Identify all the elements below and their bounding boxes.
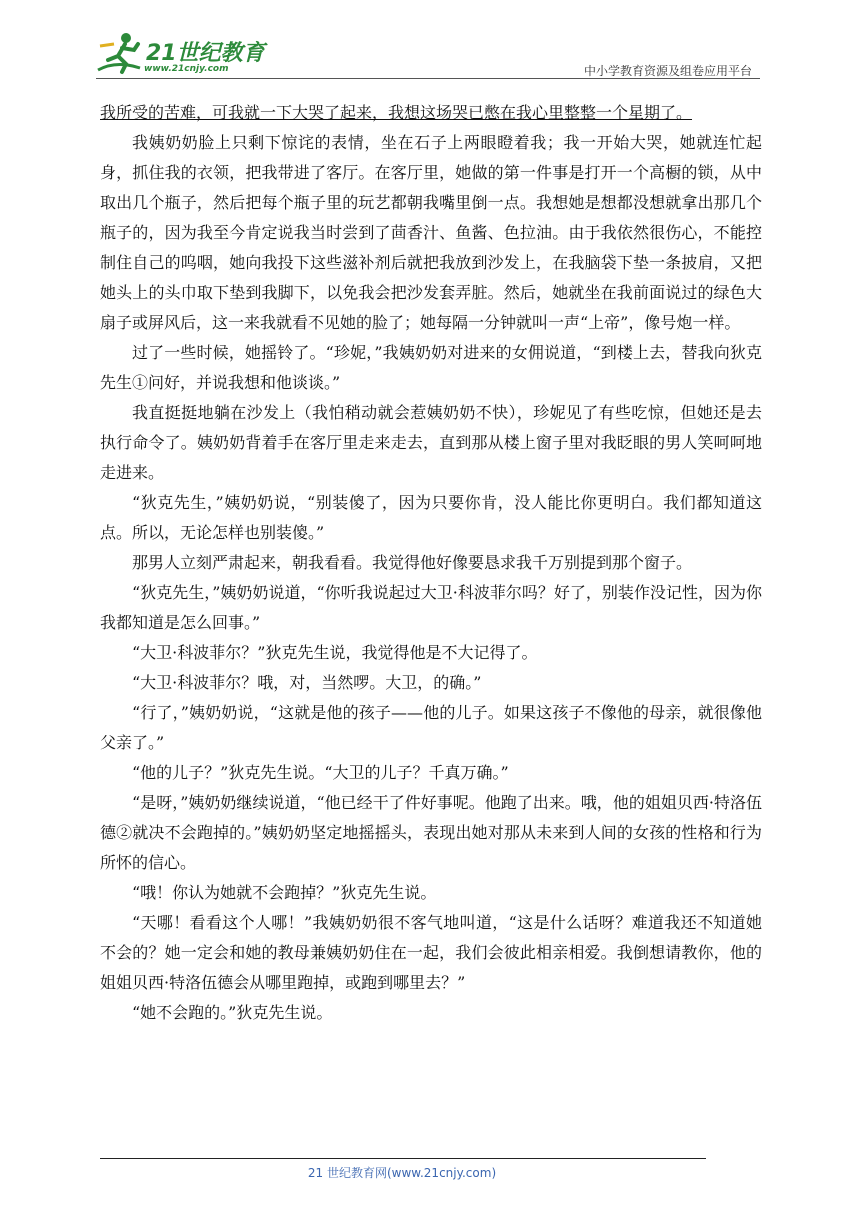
paragraph: “她不会跑的。”狄克先生说。 (132, 1003, 333, 1022)
footer-divider (100, 1158, 706, 1159)
paragraph: “大卫·科波菲尔？哦，对，当然啰。大卫，的确。” (132, 673, 482, 692)
paragraph: “天哪！看看这个人哪！”我姨奶奶很不客气地叫道，“这是什么话呀？难道我还不知道她不会的？她一定会和她的教母兼姨奶奶住在一起，我们会彼此相亲相爱。我倒想请教你，他的姐姐贝西·特洛伍德会从哪里跑掉，或跑到哪里去？” (100, 913, 762, 992)
logo-text: 21世纪教育 (146, 41, 265, 66)
article-body (100, 98, 762, 1028)
header-divider (96, 78, 760, 79)
paragraph: 我直挺挺地躺在沙发上（我怕稍动就会惹姨奶奶不快），珍妮见了有些吃惊，但她还是去执行命令了。姨奶奶背着手在客厅里走来走去，直到那从楼上窗子里对我眨眼的男人笑呵呵地走进来。 (100, 403, 762, 482)
site-logo (96, 30, 266, 78)
platform-name: 中小学教育资源及组卷应用平台 (583, 64, 752, 78)
paragraph: “狄克先生，”姨奶奶说，“别装傻了，因为只要你肯，没人能比你更明白。我们都知道这点。所以，无论怎样也别装傻。” (100, 493, 762, 542)
paragraph: 那男人立刻严肃起来，朝我看看。我觉得他好像要恳求我千万别提到那个窗子。 (132, 553, 693, 572)
runner-logo-icon (96, 30, 146, 76)
page-header (96, 30, 760, 80)
paragraph: “是呀，”姨奶奶继续说道，“他已经干了件好事呢。他跑了出来。哦，他的姐姐贝西·特洛伍德②就决不会跑掉的。”姨奶奶坚定地摇摇头，表现出她对那从未来到人间的女孩的性格和行为所怀的信心。 (100, 793, 762, 872)
page-footer (0, 1164, 860, 1181)
footer-link[interactable]: 21 世纪教育网(www.21cnjy.com) (307, 1166, 497, 1180)
paragraph: “狄克先生，”姨奶奶说道，“你听我说起过大卫·科波菲尔吗？好了，别装作没记性，因为你我都知道是怎么回事。” (100, 583, 762, 632)
paragraph: 过了一些时候，她摇铃了。“珍妮，”我姨奶奶对进来的女佣说道，“到楼上去，替我向狄克先生①问好，并说我想和他谈谈。” (100, 343, 762, 392)
paragraph: 我所受的苦难，可我就一下大哭了起来，我想这场哭已憋在我心里整整一个星期了。 (100, 103, 693, 122)
logo-url: www.21cnjy.com (144, 64, 229, 74)
paragraph: “哦！你认为她就不会跑掉？”狄克先生说。 (132, 883, 437, 902)
paragraph: 我姨奶奶脸上只剩下惊诧的表情，坐在石子上两眼瞪着我；我一开始大哭，她就连忙起身，抓住我的衣领，把我带进了客厅。在客厅里，她做的第一件事是打开一个高橱的锁，从中取出几个瓶子，然后把每个瓶子里的玩艺都朝我嘴里倒一点。我想她是想都没想就拿出那几个瓶子的，因为我至今肯定说我当时尝到了茴香汁、鱼酱、色拉油。由于我依然很伤心，不能控制住自己的呜咽，她向我投下这些滋补剂后就把我放到沙发上，在我脑袋下垫一条披肩，又把她头上的头巾取下垫到我脚下，以免我会把沙发套弄脏。然后，她就坐在我前面说过的绿色大扇子或屏风后，这一来我就看不见她的脸了；她每隔一分钟就叫一声“上帝”，像号炮一样。 (100, 133, 762, 332)
paragraph: “行了，”姨奶奶说，“这就是他的孩子——他的儿子。如果这孩子不像他的母亲，就很像他父亲了。” (100, 703, 762, 752)
paragraph: “大卫·科波菲尔？”狄克先生说，我觉得他是不大记得了。 (132, 643, 538, 662)
paragraph: “他的儿子？”狄克先生说。“大卫的儿子？千真万确。” (132, 763, 509, 782)
